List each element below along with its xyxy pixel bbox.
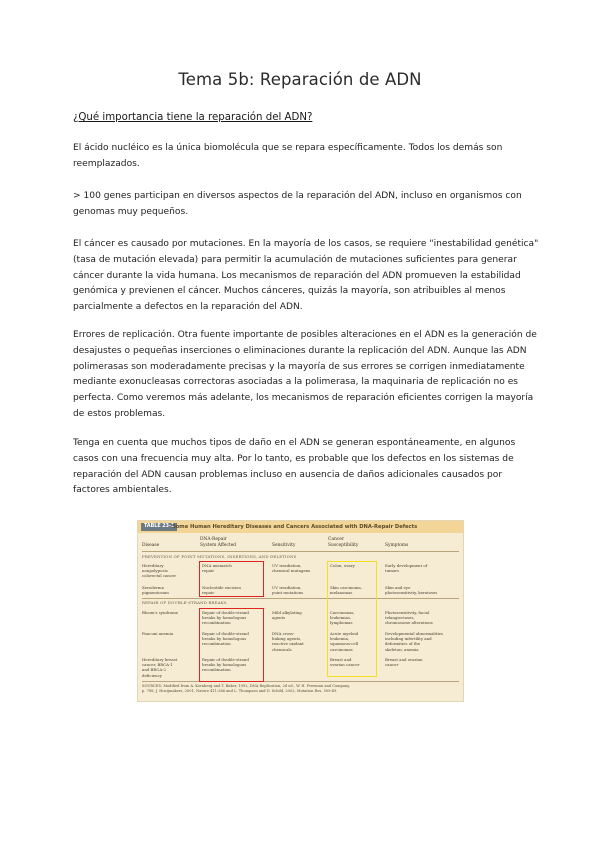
table-cell: DNA mismatch repair [202, 563, 232, 574]
table-cell: Early development of tumors [385, 563, 428, 574]
table-cell: Breast and ovarian cancer [385, 657, 423, 668]
figure-source: SOURCES: Modified from A. Kornberg and T. Baker, 1992, DNA Replication, 2d ed., W. H. Freeman and Company, p. 788; J. Hoeijmakers, 2001, Nature 411:366 and L. Thompson and D. Schild, 2002, Mutation Res. 509:49. [142, 684, 350, 693]
column-header: DNA-Repair System Affected [200, 537, 237, 548]
figure-header-bar [138, 521, 463, 533]
table-cell: Bloom's syndrome [142, 610, 179, 615]
table-cell: Skin carcinoma, melanomas [330, 585, 362, 596]
table-cell: Breast and ovarian cancer [330, 657, 360, 668]
paragraph-line: > 100 genes participan en diversos aspectos de la reparación del ADN, incluso en organismos con [73, 191, 522, 201]
table-cell: Repair of double-strand breaks by homologous recombination [202, 657, 249, 673]
paragraph-line: mediante exonucleasas correctoras asociadas a la polimerasa, la maquinaria de replicación no es [73, 377, 519, 388]
paragraph-line: reemplazados. [73, 158, 140, 169]
paragraph-line: Errores de replicación. Otra fuente importante de posibles alteraciones en el ADN es la generación de [73, 330, 537, 340]
paragraph-line: perfecta. Como veremos más adelante, los mecanismos de reparación eficientes corrigen la mayoría [73, 393, 534, 404]
table-rule [142, 681, 459, 682]
paragraph-5 [73, 436, 533, 499]
paragraph-line: de estos problemas. [73, 408, 166, 419]
table-cell: Colon, ovary [330, 563, 355, 568]
paragraph-line: polimerasas son moderadamente precisas y la mayoría de sus errores se corrigen inmediatamente [73, 361, 525, 372]
table-cell: Mild alkylating agents [272, 610, 302, 621]
paragraph-line: factores ambientales. [73, 485, 172, 496]
paragraph-line: (tasa de mutación elevada) para permitir la acumulación de mutaciones suficientes para generar [73, 254, 517, 265]
paragraph-4 [73, 328, 537, 423]
paragraph-line: El cáncer es causado por mutaciones. En la mayoría de los casos, se requiere "inestabilidad genética" [73, 239, 539, 249]
figure-title: Some Human Hereditary Diseases and Cancers Associated with DNA-Repair Defects [172, 524, 418, 530]
table-cell: Repair of double-strand breaks by homologous recombination [202, 610, 249, 626]
table-cell: Hereditary nonpolyposis colorectal cancer [142, 563, 177, 579]
column-header: Symptoms [385, 543, 409, 548]
paragraph-line: El ácido nucléico es la única biomolécula que se repara específicamente. Todos los demás son [73, 143, 503, 153]
section-label: REPAIR OF DOUBLE-STRAND BREAKS [142, 600, 227, 605]
table-rule [142, 598, 459, 599]
table-cell: UV irradiation, point mutations [272, 585, 304, 596]
paragraph-line: parcialmente a defectos en la reparación del ADN. [73, 302, 303, 313]
section-label: PREVENTION OF POINT MUTATIONS, INSERTIONS, AND DELETIONS [142, 554, 297, 559]
highlight-box-red [199, 608, 264, 682]
table-rule [142, 551, 459, 552]
paragraph-line: casos con una frecuencia muy alta. Por lo tanto, es probable que los defectos en los sistemas de [73, 453, 514, 464]
paragraph-line: Tenga en cuenta que muchos tipos de daño en el ADN se generan espontáneamente, en algunos [73, 438, 516, 448]
paragraph-line: genomas muy pequeños. [73, 206, 189, 217]
table-cell: Skin and eye photosensitivity, keratoses [385, 585, 438, 596]
paragraph-line: cáncer durante la vida humana. Los mecanismos de reparación del ADN promueven la estabilidad [73, 270, 521, 281]
figure-badge: TABLE 23-1 [141, 523, 177, 531]
paragraph-line: desajustes o pequeñas inserciones o eliminaciones durante la replicación del ADN. Aunque las ADN [73, 345, 527, 356]
table-cell: Repair of double-strand breaks by homologous recombination [202, 631, 249, 647]
table-cell: Carcinomas, leukemias, lymphomas [330, 610, 355, 626]
column-header: Disease [142, 543, 160, 548]
document-title: Tema 5b: Reparación de ADN [178, 70, 422, 89]
paragraph-line: reparación del ADN causan problemas incluso en ausencia de daños adicionales causados por [73, 469, 503, 480]
highlight-box-yellow [327, 561, 377, 677]
table-cell: Nucleotide excision repair [202, 585, 241, 596]
table-cell: Acute myeloid leukemia, squamous-cell carcinomas [330, 631, 359, 652]
paragraph-line: genómica y previenen el cáncer. Muchos cánceres, quizás la mayoría, son atribuibles al menos [73, 286, 506, 297]
paragraph-1 [73, 141, 533, 173]
paragraph-3 [73, 237, 539, 316]
table-cell: Xeroderma pigmentosum [142, 585, 169, 596]
section-question: ¿Qué importancia tiene la reparación del ADN? [73, 112, 313, 123]
table-cell: Hereditary breast cancer, BRCA-1 and BRCA-2 deficiency [142, 657, 178, 678]
table-cell: DNA cross- linking agents, reactive oxidant chemicals [272, 631, 304, 652]
column-header: Cancer Susceptibility [328, 537, 359, 548]
table-figure [137, 520, 464, 702]
table-cell: Photosensitivity, facial telangiectases, chromosome alterations [385, 610, 433, 626]
column-header: Sensitivity [272, 543, 296, 548]
table-cell: Developmental abnormalities including infertility and deformities of the skeleton; anemia [385, 631, 443, 652]
paragraph-2 [73, 189, 533, 221]
table-cell: UV irradiation, chemical mutagens [272, 563, 311, 574]
table-cell: Fanconi anemia [142, 631, 174, 636]
highlight-box-red [199, 561, 264, 597]
